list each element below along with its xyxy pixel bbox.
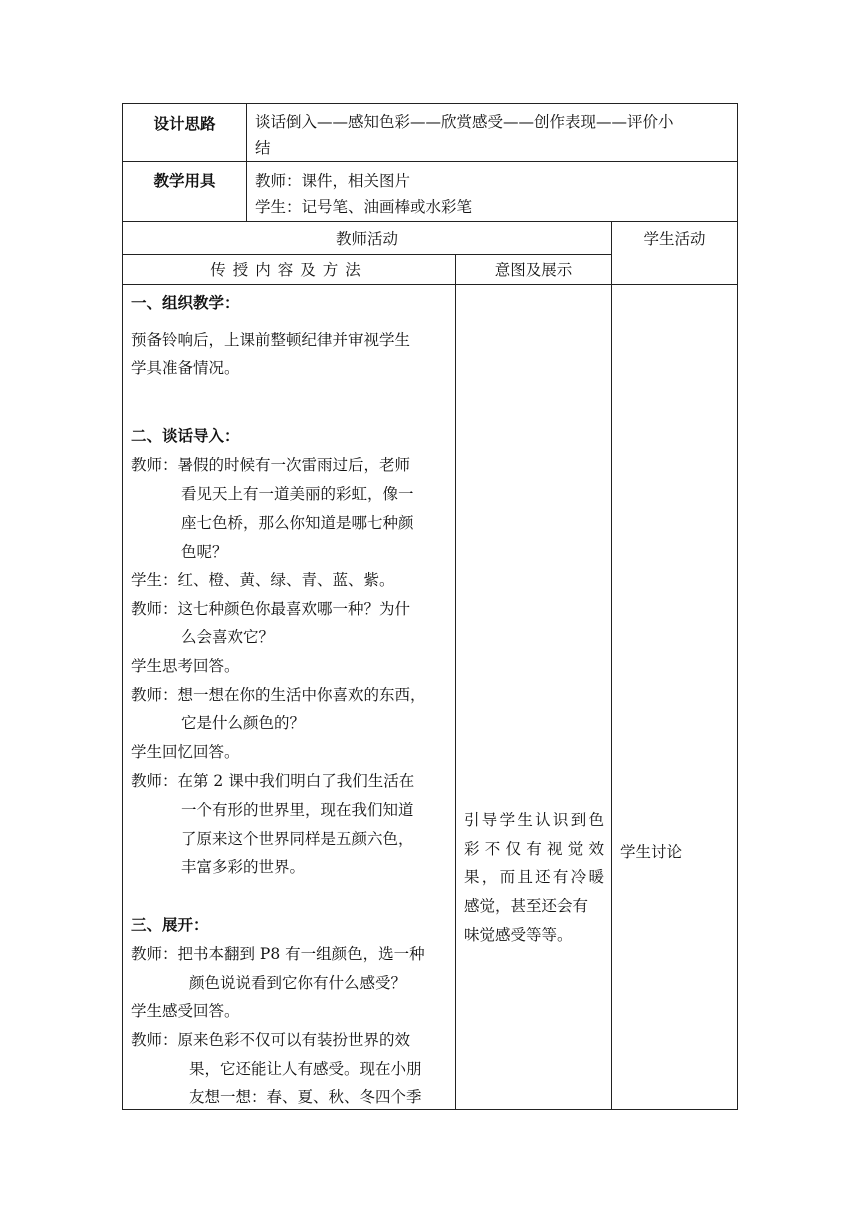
design-text-line2: 结 bbox=[255, 139, 271, 157]
table-border-right bbox=[737, 103, 738, 1110]
intent-text-line: 味觉感受等等。 bbox=[464, 926, 573, 944]
table-rule bbox=[455, 254, 456, 1110]
dialogue-line: 友想一想：春、夏、秋、冬四个季 bbox=[189, 1088, 422, 1106]
dialogue-line: 教师：这七种颜色你最喜欢哪一种？为什 bbox=[131, 600, 411, 618]
intent-text-line: 彩不仅有视觉效 bbox=[464, 840, 604, 858]
table-rule bbox=[246, 103, 247, 222]
dialogue-line: 教师：把书本翻到 P8 有一组颜色，选一种 bbox=[131, 945, 425, 963]
design-text-line1: 谈话倒入——感知色彩——欣赏感受——创作表现——评价小 bbox=[255, 113, 674, 131]
table-rule bbox=[611, 221, 612, 1110]
dialogue-line: 丰富多彩的世界。 bbox=[181, 858, 306, 876]
dialogue-line: 了原来这个世界同样是五颜六色， bbox=[181, 830, 414, 848]
student-activity-text: 学生讨论 bbox=[620, 843, 683, 861]
design-label: 设计思路 bbox=[153, 115, 216, 133]
section-1-text: 学具准备情况。 bbox=[131, 359, 240, 377]
table-rule bbox=[122, 161, 738, 162]
dialogue-line: 座七色桥，那么你知道是哪七种颜 bbox=[181, 514, 414, 532]
method-header: 传授内容及方法 bbox=[210, 261, 368, 279]
intent-header: 意图及展示 bbox=[494, 261, 573, 279]
table-rule bbox=[122, 284, 738, 285]
section-2-title: 二、谈话导入： bbox=[131, 427, 240, 445]
tools-label: 教学用具 bbox=[153, 172, 216, 190]
dialogue-line: 教师：暑假的时候有一次雷雨过后，老师 bbox=[131, 456, 411, 474]
intent-text-line: 引导学生认识到色 bbox=[464, 811, 604, 829]
tools-student: 学生：记号笔、油画棒或水彩笔 bbox=[255, 198, 473, 216]
table-rule bbox=[122, 221, 738, 222]
dialogue-line: 色呢？ bbox=[181, 543, 228, 561]
dialogue-line: 么会喜欢它？ bbox=[181, 628, 275, 646]
dialogue-line: 教师：想一想在你的生活中你喜欢的东西， bbox=[131, 686, 426, 704]
dialogue-line: 教师：在第 2 课中我们明白了我们生活在 bbox=[131, 772, 415, 790]
dialogue-line: 学生：红、橙、黄、绿、青、蓝、紫。 bbox=[131, 571, 395, 589]
dialogue-line: 学生思考回答。 bbox=[131, 657, 240, 675]
table-border-left bbox=[122, 103, 123, 1110]
dialogue-line: 学生回忆回答。 bbox=[131, 743, 240, 761]
dialogue-line: 一个有形的世界里，现在我们知道 bbox=[181, 801, 414, 819]
student-activity-header: 学生活动 bbox=[643, 230, 706, 248]
tools-teacher: 教师：课件，相关图片 bbox=[255, 172, 411, 190]
teacher-activity-header: 教师活动 bbox=[335, 230, 398, 248]
dialogue-line: 颜色说说看到它你有什么感受？ bbox=[189, 974, 407, 992]
dialogue-line: 学生感受回答。 bbox=[131, 1002, 240, 1020]
section-1-text: 预备铃响后，上课前整顿纪律并审视学生 bbox=[131, 331, 411, 349]
dialogue-line: 教师：原来色彩不仅可以有装扮世界的效 bbox=[131, 1031, 411, 1049]
table-border-top bbox=[122, 103, 738, 104]
section-1-title: 一、组织教学： bbox=[131, 294, 240, 312]
dialogue-line: 果，它还能让人有感受。现在小朋 bbox=[189, 1060, 422, 1078]
intent-text-line: 果，而且还有冷暖 bbox=[464, 868, 604, 886]
table-rule bbox=[122, 254, 612, 255]
section-3-title: 三、展开： bbox=[131, 916, 209, 934]
dialogue-line: 它是什么颜色的？ bbox=[181, 714, 306, 732]
intent-text-line: 感觉，甚至还会有 bbox=[464, 897, 589, 915]
dialogue-line: 看见天上有一道美丽的彩虹，像一 bbox=[181, 485, 414, 503]
